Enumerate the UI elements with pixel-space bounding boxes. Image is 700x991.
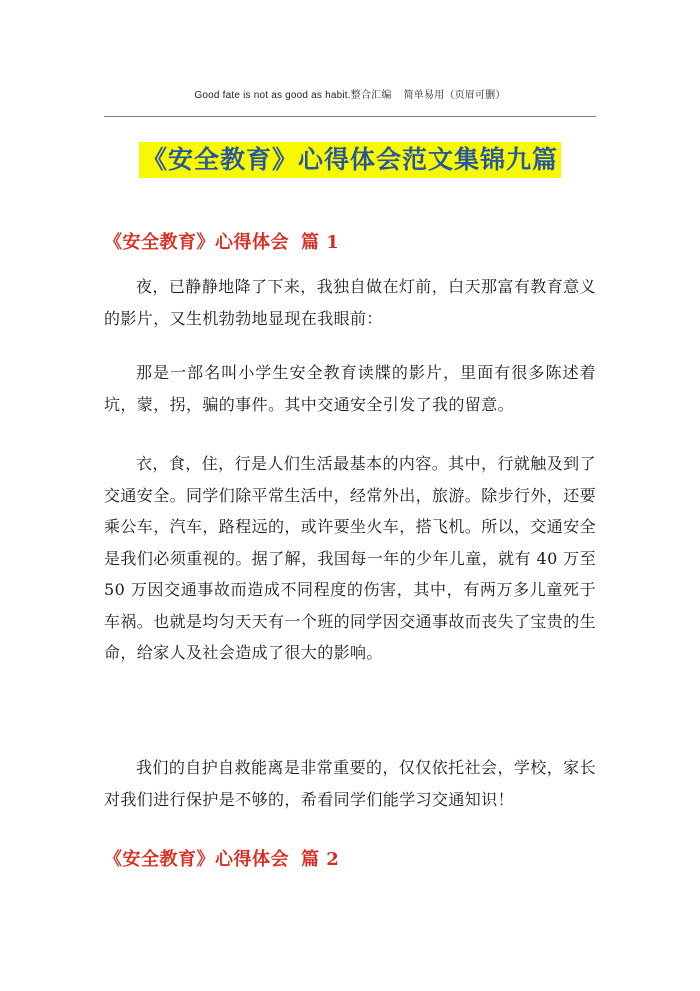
section-heading-2 — [104, 845, 339, 871]
paragraph-4: 我们的自护自救能离是非常重要的，仅仅依托社会，学校，家长对我们进行保护是不够的，希看同学们能学习交通知识！ — [104, 758, 596, 809]
paragraph-2: 那是一部名叫小学生安全教育读牒的影片，里面有很多陈述着坑，蒙，拐，骗的事件。其中交通安全引发了我的留意。 — [104, 363, 596, 414]
section-heading-text: 《安全教育》心得体会 — [104, 849, 289, 870]
title-container — [0, 142, 700, 178]
document-title: 《安全教育》心得体会范文集锦九篇 — [139, 142, 561, 178]
page-header — [0, 86, 700, 101]
section-number: 篇 1 — [301, 232, 340, 253]
section-number: 篇 2 — [301, 849, 340, 870]
paragraph-3: 衣，食，住，行是人们生活最基本的内容。其中，行就触及到了交通安全。同学们除平常生活中，经常外出，旅游。除步行外，还要乘公车，汽车，路程远的，或许要坐火车，搭飞机。所以，交通安全是我们必须重视的。据了解，我国每一年的少年儿童，就有 40 万至 50 万因交通事故而造成不同程度的伤害，其中，有两万多儿童死于车祸。也就是均匀天天有一个班的同学因交通事故而丧失了宝贵的生命，给家人及社会造成了很大的影响。 — [104, 454, 597, 662]
header-left-text: Good fate is not as good as habit.整合汇编 — [194, 90, 392, 101]
section-heading-text: 《安全教育》心得体会 — [104, 232, 289, 253]
header-right-text: 简单易用（页眉可删） — [403, 90, 506, 101]
header-divider — [104, 116, 596, 117]
paragraph-1: 夜，已静静地降了下来，我独自做在灯前，白天那富有教育意义的影片，又生机勃勃地显现在我眼前： — [104, 277, 596, 328]
section-heading-1 — [104, 228, 339, 254]
